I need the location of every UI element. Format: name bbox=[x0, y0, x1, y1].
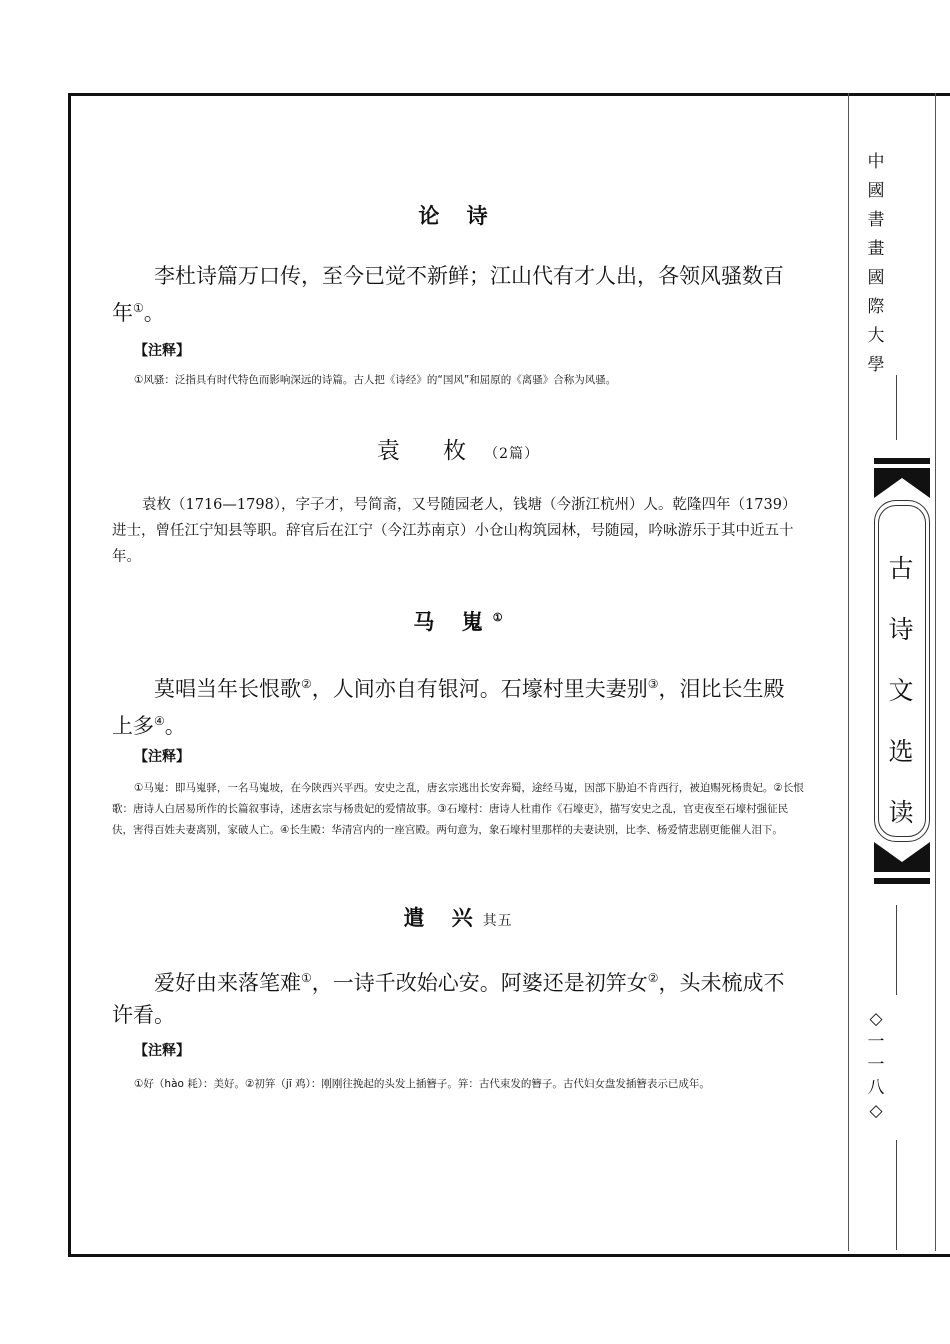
rail-rule bbox=[896, 905, 897, 995]
notes-heading: 【注释】 bbox=[134, 749, 190, 765]
notes-text: ①马嵬：即马嵬驿，一名马嵬坡，在今陕西兴平西。安史之乱，唐玄宗逃出长安奔蜀，途经马嵬，因部下胁迫不肯西行，被迫赐死杨贵妃。②长恨歌：唐诗人白居易所作的长篇叙事诗，述唐玄宗与杨贵妃的爱情故事。③石壕村：唐诗人杜甫作《石壕吏》，描写安史之乱，官吏夜至石壕村强征民伕，害得百姓夫妻离别，家破人亡。④长生殿：华清宫内的一座宫殿。两句意为，象石壕村里那样的夫妻诀别，比李、杨爱情悲剧更能催人泪下。 bbox=[112, 782, 804, 836]
cartouche-bar-top bbox=[874, 458, 930, 464]
poem-subtitle: 其五 bbox=[482, 913, 513, 929]
author-biography: 袁枚（1716—1798），字子才，号简斋，又号随园老人，钱塘（今浙江杭州）人。乾隆四年（1739）进士，曾任江宁知县等职。辞官后在江宁（今江苏南京）小仓山构筑园林，号随园，吟咏游乐于其中近五十年。 bbox=[112, 497, 797, 565]
poem-title-qianxing: 遣 兴其五 bbox=[403, 905, 513, 930]
notes-heading: 【注释】 bbox=[134, 343, 190, 359]
poem-title-lunshi: 论 诗 bbox=[418, 203, 498, 228]
poem-count: （2篇） bbox=[484, 446, 540, 462]
margin-divider-outer bbox=[935, 93, 936, 1251]
rail-rule bbox=[896, 375, 897, 440]
cartouche-bar-bottom bbox=[874, 878, 930, 884]
poem-body-mawei: 莫唱当年长恨歌②，人间亦自有银河。石壕村里夫妻别③，泪比长生殿上多④。 bbox=[112, 677, 785, 738]
poem-body-lunshi: 李杜诗篇万口传，至今已觉不新鲜；江山代有才人出，各领风骚数百年①。 bbox=[112, 264, 784, 325]
poem-body-qianxing: 爱好由来落笔难①，一诗千改始心安。阿婆还是初笄女②，头未梳成不许看。 bbox=[112, 971, 785, 1027]
notes-heading: 【注释】 bbox=[134, 1043, 190, 1059]
rail-rule bbox=[896, 1140, 897, 1250]
footnote-marker: ① bbox=[492, 611, 503, 624]
section-title: 古诗文选读 bbox=[888, 554, 914, 827]
notes-text: ①风骚：泛指具有时代特色而影响深远的诗篇。古人把《诗经》的“国风”和屈原的《离骚》合称为风骚。 bbox=[134, 374, 617, 386]
cartouche-wedge-bottom bbox=[874, 842, 930, 872]
publication-name: 中國書畫國際大學 bbox=[867, 152, 885, 375]
notes-text: ①好（hào 耗）：美好。②初笄（jī 鸡）：刚刚往挽起的头发上插簪子。笄：古代束发的簪子。古代妇女盘发插簪表示已成年。 bbox=[134, 1078, 710, 1090]
margin-divider bbox=[848, 93, 849, 1251]
poem-title-mawei: 马 嵬① bbox=[413, 609, 503, 634]
footnote-marker: ① bbox=[133, 301, 144, 315]
cartouche-wedge-top bbox=[874, 468, 930, 498]
page-number: ◇一一八◇ bbox=[867, 1009, 885, 1121]
author-name: 袁 枚（2篇） bbox=[376, 438, 540, 464]
